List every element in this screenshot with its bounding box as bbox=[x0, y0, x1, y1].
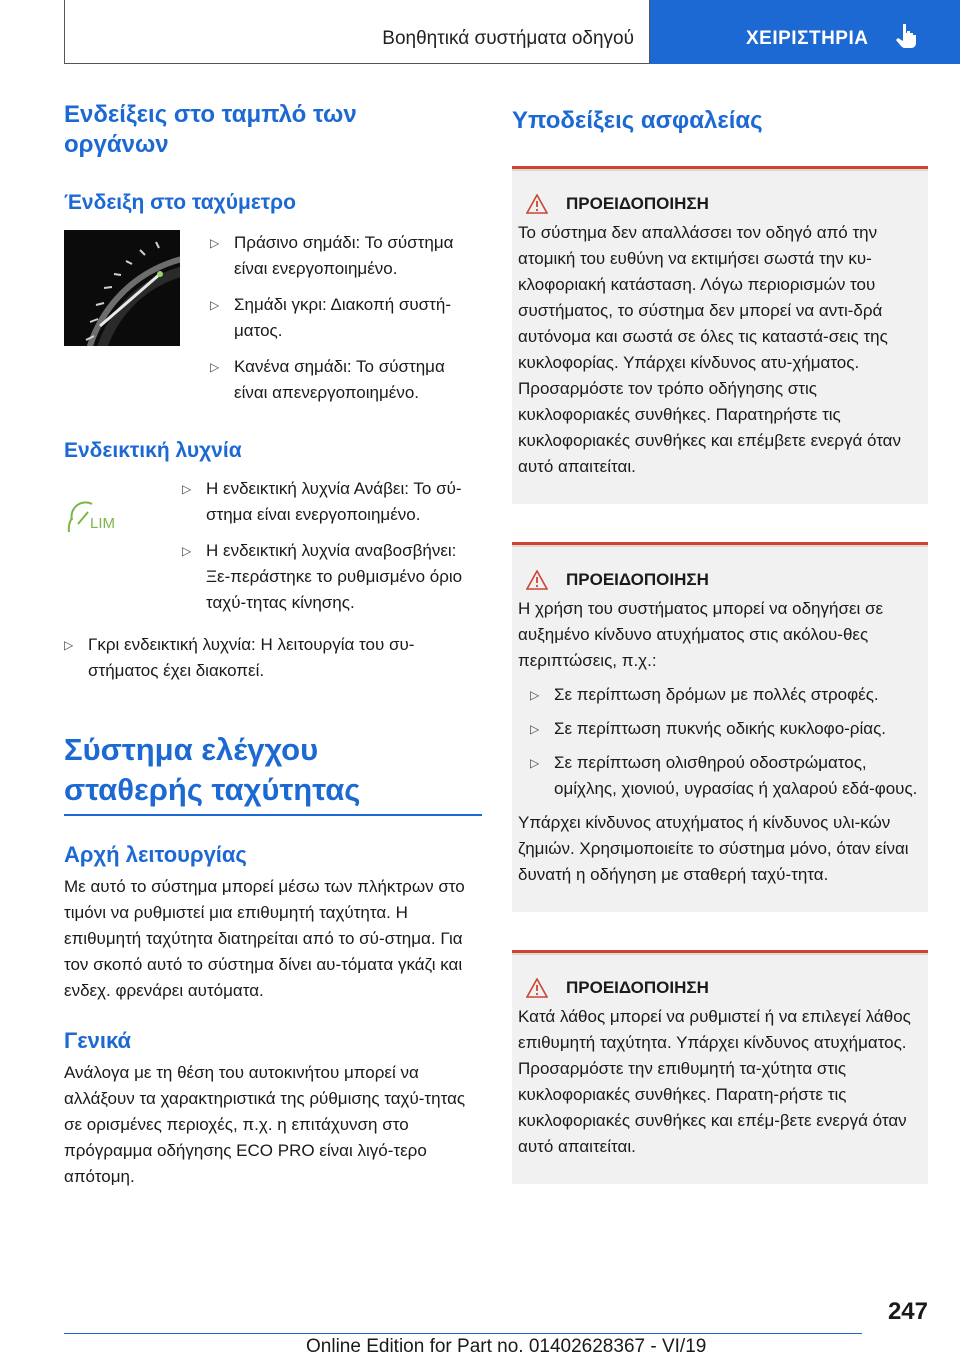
indicator-lamp-section bbox=[64, 476, 482, 616]
svg-text:LIM: LIM bbox=[90, 515, 116, 532]
warning-triangle-icon bbox=[526, 570, 548, 590]
principle-heading: Αρχή λειτουργίας bbox=[64, 842, 247, 867]
warning-after-text: Υπάρχει κίνδυνος ατυχήματος ή κίνδυνος υλι-κών ζημιών. Χρησιμοποιείτε το σύστημα μόνο, όταν είναι δυνατή η οδήγηση με σταθερή ταχύ-τητα. bbox=[518, 813, 909, 884]
principle-text: Με αυτό το σύστημα μπορεί μέσω των πλήκτρων στο τιμόνι να ρυθμιστεί μια επιθυμητή ταχύτητα. Η επιθυμητή ταχύτητα διατηρείται από το σύ-στημα. Για τον σκοπό αυτό το σύστημα δίνει αυ-τόματα γκάζι και ενδεχ. φρενάρει αυτόματα. bbox=[64, 877, 465, 1000]
list-item: ▷ Σε περίπτωση δρόμων με πολλές στροφές. bbox=[530, 685, 879, 704]
list-item-text: Πράσινο σημάδι: Το σύστημα είναι ενεργοποιημένο. bbox=[234, 233, 454, 278]
page-header bbox=[0, 0, 960, 66]
warning-heading bbox=[526, 191, 920, 217]
lim-speedometer-icon bbox=[64, 476, 180, 576]
list-item-text: Σημάδι γκρι: Διακοπή συστή-ματος. bbox=[234, 295, 451, 340]
list-item-text: Σε περίπτωση δρόμων με πολλές στροφές. bbox=[554, 685, 879, 704]
section-title: Βοηθητικά συστήματα οδηγού bbox=[382, 28, 634, 49]
warning-label: ΠΡΟΕΙΔΟΠΟΙΗΣΗ bbox=[566, 194, 709, 213]
chapter-tab-label: ΧΕΙΡΙΣΤΗΡΙΑ bbox=[746, 28, 869, 49]
warning-text: Η χρήση του συστήματος μπορεί να οδηγήσει σε αυξημένο κίνδυνο ατυχήματος στις ακόλου-θες περιπτώσεις, π.χ.: bbox=[518, 599, 884, 670]
cruise-control-title bbox=[64, 730, 482, 810]
speedometer-image bbox=[64, 230, 180, 346]
speedometer-list bbox=[210, 230, 482, 406]
title-line-1: Ενδείξεις στο ταμπλό των bbox=[64, 101, 357, 128]
title-line-2: οργάνων bbox=[64, 131, 169, 158]
title-rule bbox=[64, 814, 482, 816]
list-item: ▷ Σε περίπτωση ολισθηρού οδοστρώματος, ομίχλης, χιονιού, υγρασίας ή χαλαρού εδά-φους. bbox=[530, 753, 918, 798]
list-item-text: Η ενδεικτική λυχνία Ανάβει: Το σύ-στημα είναι ενεργοποιημένο. bbox=[206, 479, 462, 524]
warning-text: Το σύστημα δεν απαλλάσσει τον οδηγό από την ατομική του ευθύνη να εκτιμήσει σωστά την κυ-κλοφοριακή κατάσταση. Λόγω περιορισμών του συστήματος, το σύστημα δεν μπορεί να αντι-δρά αυτόνομα και σωστά σε όλες τις καταστά-σεις της κυκλοφορίας. Υπάρχει κίνδυνος ατυ-χήματος. Προσαρμόστε τον τρόπο οδήγησης στις κυκλοφοριακές συνθήκες. Παρατηρήστε τις κυκλοφοριακές συνθήκες και επέμβετε ενεργά όταν αυτό απαιτείται. bbox=[518, 223, 902, 476]
list-item-text: Σε περίπτωση ολισθηρού οδοστρώματος, ομίχλης, χιονιού, υγρασίας ή χαλαρού εδά-φους. bbox=[554, 753, 918, 798]
warning-heading bbox=[526, 975, 920, 1001]
list-item-text: Η ενδεικτική λυχνία αναβοσβήνει: Ξε-περάστηκε το ρυθμισμένο όριο ταχύ-τητας κίνησης. bbox=[206, 541, 463, 612]
instrument-cluster-title bbox=[64, 100, 482, 160]
list-item: ▷ Γκρι ενδεικτική λυχνία: Η λειτουργία του συ-στήματος έχει διακοπεί. bbox=[64, 635, 415, 680]
general-text: Ανάλογα με τη θέση του αυτοκινήτου μπορεί να αλλάξουν τα χαρακτηριστικά της ρύθμισης ταχύ-τητας σε ορισμένες περιοχές, π.χ. η επιτάχυνση στο πρόγραμμα οδήγησης ECO PRO είναι λιγό-τερο απότομη. bbox=[64, 1063, 466, 1186]
warning-heading bbox=[526, 567, 920, 593]
general-heading: Γενικά bbox=[64, 1028, 132, 1053]
warning-triangle-icon bbox=[526, 194, 548, 214]
hand-pointer-icon bbox=[894, 22, 920, 48]
list-item: ▷ Σημάδι γκρι: Διακοπή συστή-ματος. bbox=[210, 295, 451, 340]
list-item: ▷ Πράσινο σημάδι: Το σύστημα είναι ενεργοποιημένο. bbox=[210, 233, 454, 278]
indicator-lamp-heading: Ενδεικτική λυχνία bbox=[64, 439, 242, 462]
right-column bbox=[512, 100, 928, 1184]
page-number: 247 bbox=[887, 1298, 928, 1325]
list-item: ▷ Η ενδεικτική λυχνία αναβοσβήνει: Ξε-περάστηκε το ρυθμισμένο όριο ταχύ-τητας κίνησης. bbox=[182, 541, 463, 612]
warning-box bbox=[512, 950, 928, 1184]
warning-triangle-icon bbox=[526, 978, 548, 998]
warning-label: ΠΡΟΕΙΔΟΠΟΙΗΣΗ bbox=[566, 978, 709, 997]
list-item: ▷ Σε περίπτωση πυκνής οδικής κυκλοφο-ρίας. bbox=[530, 719, 886, 738]
list-item: ▷ Κανένα σημάδι: Το σύστημα είναι απενεργοποιημένο. bbox=[210, 357, 445, 402]
list-item-text: Σε περίπτωση πυκνής οδικής κυκλοφο-ρίας. bbox=[554, 719, 886, 738]
left-column bbox=[64, 100, 482, 1190]
title-line-2: σταθερής ταχύτητας bbox=[64, 772, 361, 807]
speedometer-heading: Ένδειξη στο ταχύμετρο bbox=[64, 191, 296, 214]
title-line-1: Σύστημα ελέγχου bbox=[64, 732, 319, 767]
warning-box bbox=[512, 542, 928, 912]
warning-label: ΠΡΟΕΙΔΟΠΟΙΗΣΗ bbox=[566, 570, 709, 589]
footer-rule bbox=[64, 1333, 862, 1334]
list-item: ▷ Η ενδεικτική λυχνία Ανάβει: Το σύ-στημα είναι ενεργοποιημένο. bbox=[182, 479, 462, 524]
warning-text: Κατά λάθος μπορεί να ρυθμιστεί ή να επιλεγεί λάθος επιθυμητή ταχύτητα. Υπάρχει κίνδυνος ατυχήματος. Προσαρμόστε την επιθυμητή τα-χύτητα στις κυκλοφοριακές συνθήκες. Παρατη-ρήστε τις κυκλοφοριακές συνθήκες και επέμ-βετε ενεργά όταν αυτό απαιτείται. bbox=[518, 1007, 911, 1156]
list-item-text: Κανένα σημάδι: Το σύστημα είναι απενεργοποιημένο. bbox=[234, 357, 445, 402]
chapter-tab[interactable] bbox=[650, 0, 960, 64]
list-item-text: Γκρι ενδεικτική λυχνία: Η λειτουργία του συ-στήματος έχει διακοπεί. bbox=[88, 635, 415, 680]
lim-lamp-image bbox=[64, 476, 180, 576]
warning-box bbox=[512, 166, 928, 504]
safety-title: Υποδείξεις ασφαλείας bbox=[512, 107, 763, 134]
edition-text: Online Edition for Part no. 01402628367 - VI/19 bbox=[306, 1336, 707, 1357]
speedometer-section bbox=[64, 230, 482, 406]
speedometer-dial-icon bbox=[64, 230, 180, 346]
indicator-lamp-list bbox=[182, 476, 482, 616]
